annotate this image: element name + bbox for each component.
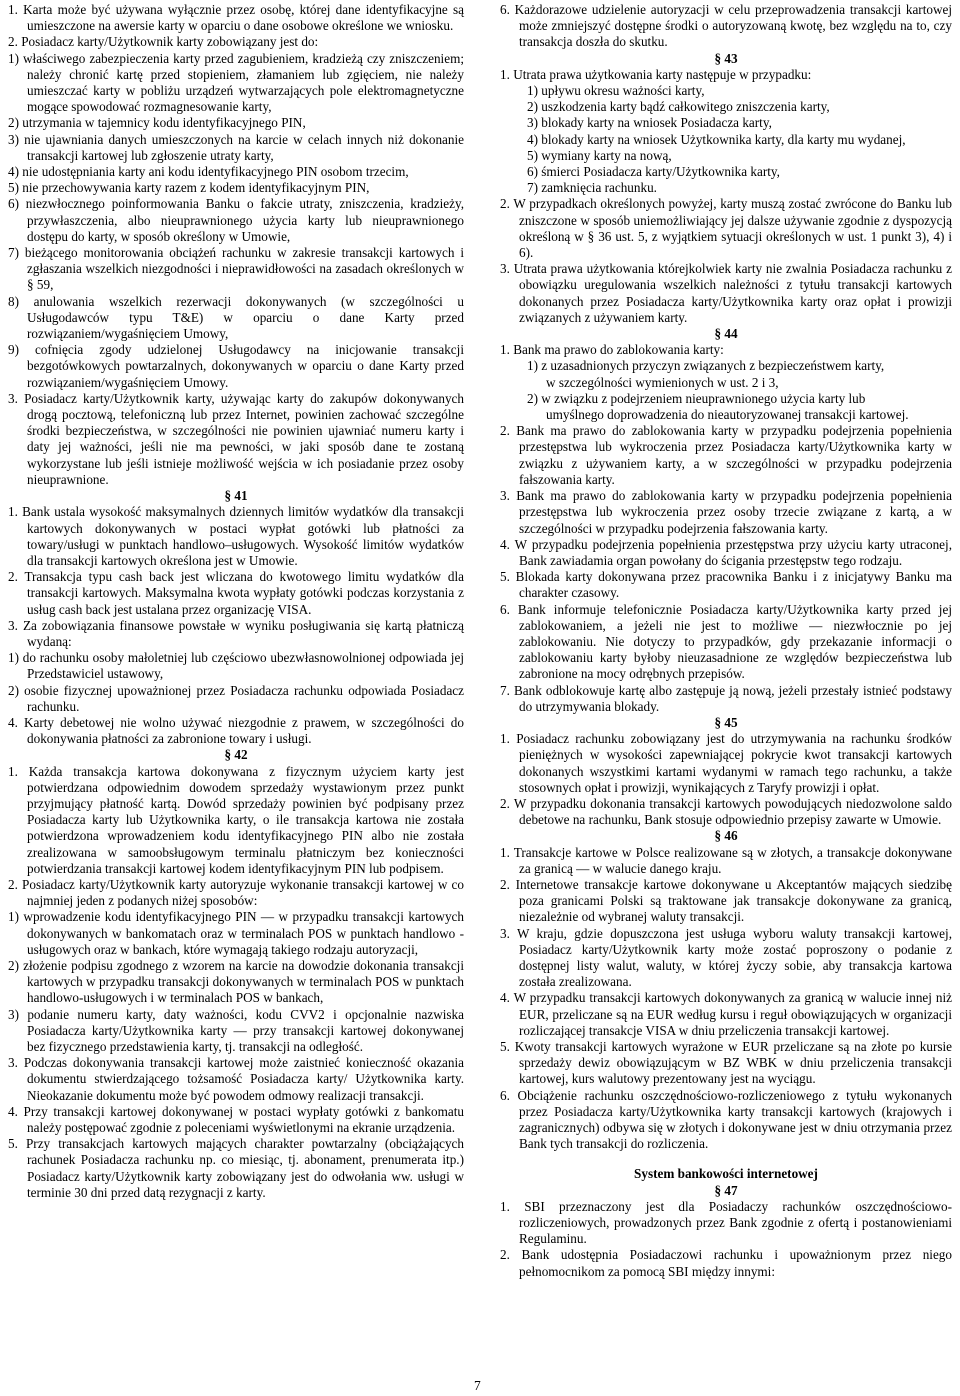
paragraph: 3. Podczas dokonywania transakcji kartowej może zaistnieć konieczność okazania dokumentu stwierdzającego tożsamość Posiadacza karty/ Użytkownika karty. Nieokazanie dokumentu może być powodem odmowy realizacji transakcji. <box>8 1055 464 1103</box>
paragraph: 2) osobie fizycznej upoważnionej przez Posiadacza rachunku odpowiada Posiadacz rachunku. <box>8 682 464 714</box>
paragraph: 7) bieżącego monitorowania obciążeń rachunku w zakresie transakcji kartowych i zgłaszania wszelkich niezgodności i nieprawidłowości na zasadach określonych w § 59, <box>8 245 464 293</box>
paragraph: 1. Bank ma prawo do zablokowania karty: <box>500 342 724 358</box>
paragraph: 2. Posiadacz karty/Użytkownik karty zobowiązany jest do: <box>8 34 319 50</box>
paragraph: 3. W kraju, gdzie dopuszczona jest usługa wyboru waluty transakcji kartowej, Posiadacz karty/Użytkownik karty może zostać poproszony o podanie z dostępnej listy walut, waluty, w której życzy sobie, aby transakcja kartowa została zrealizowana. <box>500 925 952 990</box>
paragraph: 1) właściwego zabezpieczenia karty przed zagubieniem, kradzieżą czy zniszczeniem; należy chronić kartę przed stopieniem, złamaniem lub zgięciem, nie należy umieszczać karty w pobliżu urządzeń wytwarzających pole elektromagnetyczne mogące spowodować rozmagnesowanie karty, <box>8 50 464 115</box>
paragraph: 5) wymiany karty na nową, <box>527 147 672 163</box>
section-heading: § 43 <box>714 50 738 66</box>
paragraph: 1. Karta może być używana wyłącznie przez osobę, której dane identyfikacyjne są umieszczone na awersie karty w oparciu o dane osobowe określone we wniosku. <box>8 2 464 34</box>
paragraph: 2. Posiadacz karty/Użytkownik karty autoryzuje wykonanie transakcji kartowej w co najmniej jeden z podanych niżej sposobów: <box>8 876 464 909</box>
paragraph: 1. SBI przeznaczony jest dla Posiadaczy rachunków oszczędnościowo-rozliczeniowych, prowadzonych przez Bank zgodnie z ofertą i postanowieniami Regulaminu. <box>500 1198 952 1247</box>
section-heading: System bankowości internetowej <box>634 1166 818 1182</box>
paragraph: 2. W przypadku dokonania transakcji kartowych powodujących niedozwolone saldo debetowe na rachunku, Bank stosuje odpowiednio przepisy zawarte w Umowie. <box>500 795 952 828</box>
paragraph: 6. Obciążenie rachunku oszczędnościowo-rozliczeniowego z tytułu wykonanych przez Posiadacza karty/Użytkownika karty transakcji kartowych (krajowych i zagranicznych) odbywa się w złotych i dokonywane jest w dniu otrzymania przez Bank tych transakcji do rozliczenia. <box>500 1087 952 1152</box>
paragraph: 4. Przy transakcji kartowej dokonywanej w postaci wypłaty gotówki z bankomatu należy postępować zgodnie z poleceniami wyświetlonymi na ekranie urządzenia. <box>8 1103 464 1136</box>
paragraph: 1. Każda transakcja kartowa dokonywana z fizycznym użyciem karty jest potwierdzana odpowiednim dowodem sprzedaży wystawionym przez punkt przyjmujący płatność kartą. Dowód sprzedaży powinien być podpisany przez Posiadacza karty lub Użytkownika karty, o ile transakcja kartowa nie została potwierdzona wprowadzeniem kodu identyfikacyjnego PIN albo nie została zrealizowana w samoobsługowym terminalu płatniczym bez konieczności potwierdzania transakcji kartowej kodem identyfikacyjnym PIN lub podpisem. <box>8 763 464 876</box>
paragraph: 4. Karty debetowej nie wolno używać niezgodnie z prawem, w szczególności do dokonywania płatności za zabronione towary i usługi. <box>8 714 464 747</box>
page-number: 7 <box>474 1378 481 1393</box>
paragraph: 4. W przypadku transakcji kartowych dokonywanych za granicą w walucie innej niż EUR, przeliczane są na EUR według kursu i reguł obowiązujących w organizacji rozliczającej transakcje VISA w dniu przeliczenia transakcji kartowej. <box>500 990 952 1038</box>
paragraph: umyślnego doprowadzenia do nieautoryzowanej transakcji kartowej. <box>546 407 909 423</box>
paragraph: 5. Blokada karty dokonywana przez pracownika Banku i z inicjatywy Banku ma charakter czasowy. <box>500 569 952 601</box>
paragraph: 7. Bank odblokowuje kartę albo zastępuje ją nową, jeżeli przestały istnieć podstawy do utrzymywania blokady. <box>500 682 952 714</box>
paragraph: 2. Internetowe transakcje kartowe dokonywane u Akceptantów mających siedzibę poza granicami Polski są traktowane jak transakcje dokonywane za granicą, niezależnie od wybranej waluty transakcji. <box>500 876 952 925</box>
paragraph: 3) nie ujawniania danych umieszczonych na karcie w celach innych niż dokonanie transakcji kartowej lub zgłoszenie utraty karty, <box>8 131 464 163</box>
paragraph: 6) niezwłocznego poinformowania Banku o fakcie utraty, zniszczenia, kradzieży, przywłaszczenia, albo nieuprawnionego użycia karty lub nieuprawnionego dostępu do karty, w sposób określony w Umowie, <box>8 196 464 244</box>
section-heading: § 45 <box>714 714 738 730</box>
left-column <box>8 2 464 1201</box>
paragraph: 1) wprowadzenie kodu identyfikacyjnego PIN — w przypadku transakcji kartowych dokonywanych w bankomatach oraz w terminalach POS w punktach handlowo - usługowych oraz w bankach, które wymagają takiego rodzaju autoryzacji, <box>8 909 464 957</box>
paragraph: 2) utrzymania w tajemnicy kodu identyfikacyjnego PIN, <box>8 115 306 131</box>
paragraph: 7) zamknięcia rachunku. <box>527 180 657 196</box>
paragraph: 6) śmierci Posiadacza karty/Użytkownika karty, <box>527 164 780 180</box>
paragraph: w szczególności wymienionych w ust. 2 i 3, <box>546 374 779 390</box>
paragraph: 1) upływu okresu ważności karty, <box>527 83 705 99</box>
paragraph: 6. Bank informuje telefonicznie Posiadacza karty/Użytkownika karty przed jej zablokowaniem, a jeżeli nie jest to możliwe — niezwłocznie po jej zablokowaniu. Nie dotyczy to przypadków, gdy przekazanie informacji o zablokowaniu karty byłoby nieuzasadnione ze względów bezpieczeństwa lub zabronione na mocy odrębnych przepisów. <box>500 601 952 682</box>
paragraph: 3. Utrata prawa użytkowania którejkolwiek karty nie zwalnia Posiadacza rachunku z obowiązku uregulowania wszelkich należności z tytułu transakcji kartowych dokonanych przez Posiadacza karty/Użytkownika karty oraz opłat i prowizji związanych z używaniem karty. <box>500 261 952 325</box>
paragraph: 2. Bank ma prawo do zablokowania karty w przypadku podejrzenia popełnienia przestępstwa lub wykroczenia przez Posiadacza karty/Użytkownika karty w związku z używaniem karty, a w szczególności w przypadku podejrzenia fałszowania karty. <box>500 423 952 487</box>
paragraph: 5. Przy transakcjach kartowych mających charakter powtarzalny (obciążających rachunek Posiadacza rachunku np. co miesiąc, tj. abonament, prenumerata itp.) Posiadacz karty/Użytkownik karty zobowiązany jest do odwołania ww. usługi w terminie 30 dni przed datą rezygnacji z karty. <box>8 1136 464 1200</box>
paragraph: 2) uszkodzenia karty bądź całkowitego zniszczenia karty, <box>527 99 830 115</box>
paragraph: 2. W przypadkach określonych powyżej, karty muszą zostać zwrócone do Banku lub zniszczone w sposób uniemożliwiający jej dalsze używanie zgodnie z dyspozycją określoną w § 36 ust. 5, z wyjątkiem sytuacji określonych w ust. 1 punkt 3), 4) i 6). <box>500 196 952 261</box>
paragraph: 3) podanie numeru karty, daty ważności, kodu CVV2 i opcjonalnie nazwiska Posiadacza karty/Użytkownika karty — przy transakcji kartowej dokonywanej bez fizycznego przedstawienia karty, tj. transakcji na odległość. <box>8 1006 464 1054</box>
paragraph: 2) złożenie podpisu zgodnego z wzorem na karcie na dowodzie dokonania transakcji kartowych w przypadku transakcji dokonywanych w terminalach POS w punktach handlowo-usługowych i w terminalach POS w bankach, <box>8 957 464 1006</box>
paragraph: 2) w związku z podejrzeniem nieuprawnionego użycia karty lub <box>527 390 866 406</box>
paragraph: 3) blokady karty na wniosek Posiadacza karty, <box>527 115 772 131</box>
paragraph: 3. Bank ma prawo do zablokowania karty w przypadku podejrzenia popełnienia przestępstwa lub wykroczenia przez osoby trzecie związane z kartą, a w szczególności w przypadku podejrzenia fałszowania karty. <box>500 488 952 536</box>
paragraph: 1. Utrata prawa użytkowania karty następuje w przypadku: <box>500 66 812 82</box>
paragraph: 1. Transakcje kartowe w Polsce realizowane są w złotych, a transakcje dokonywane za granicą — w walucie danego kraju. <box>500 844 952 876</box>
paragraph: 2. Bank udostępnia Posiadaczowi rachunku i upoważnionym przez niego pełnomocnikom za pomocą SBI między innymi: <box>500 1247 952 1279</box>
paragraph: 3. Za zobowiązania finansowe powstałe w wyniku posługiwania się kartą płatniczą wydaną: <box>8 617 464 649</box>
paragraph: 6. Każdorazowe udzielenie autoryzacji w celu przeprowadzenia transakcji kartowej może zmniejszyć dostępne środki o autoryzowaną kwotę, bez względu na to, czy transakcja doszła do skutku. <box>500 2 952 50</box>
paragraph: 4) blokady karty na wniosek Użytkownika karty, dla karty mu wydanej, <box>527 131 906 147</box>
paragraph: 1. Posiadacz rachunku zobowiązany jest do utrzymywania na rachunku środków pieniężnych w wysokości zapewniającej pokrycie kwot transakcji kartowych dokonanych wszystkimi kartami wydanymi w ramach tego rachunku, a także stosownych opłat i prowizji, wynikających z Taryfy prowizji i opłat. <box>500 731 952 795</box>
right-column <box>500 2 952 1280</box>
paragraph: 1. Bank ustala wysokość maksymalnych dziennych limitów wydatków dla transakcji kartowych dokonywanych w postaci wypłat gotówki lub płatności za towary/usługi w punktach handlowo–usługowych. Wysokość limitów wydatków dla transakcji kartowych określona jest w Umowie. <box>8 504 464 568</box>
paragraph: 1) do rachunku osoby małoletniej lub częściowo ubezwłasnowolnionej odpowiada jej Przedstawiciel ustawowy, <box>8 650 464 682</box>
section-heading: § 42 <box>224 747 248 763</box>
paragraph: 1) z uzasadnionych przyczyn związanych z bezpieczeństwem karty, <box>527 358 885 374</box>
paragraph: 4. W przypadku podejrzenia popełnienia przestępstwa przy użyciu karty utraconej, Bank zawiadamia organ powołany do ścigania przestępstw tego rodzaju. <box>500 536 952 568</box>
paragraph: 8) anulowania wszelkich rezerwacji dokonywanych (w szczególności u Usługodawców typu T&E) w oparciu o dane Karty przed rozwiązaniem/wygaśnięciem Umowy, <box>8 293 464 342</box>
paragraph: 2. Transakcja typu cash back jest wliczana do kwotowego limitu wydatków dla transakcji kartowych. Maksymalna kwota wypłaty gotówki podczas korzystania z usług cash back jest ustalana przez organizację VISA. <box>8 569 464 617</box>
paragraph: 5) nie przechowywania karty razem z kodem identyfikacyjnym PIN, <box>8 180 370 196</box>
section-heading: § 41 <box>224 488 248 504</box>
paragraph: 9) cofnięcia zgody udzielonej Usługodawcy na inicjowanie transakcji bezgotówkowych powtarzalnych, dokonywanych w oparciu o dane Karty przed rozwiązaniem/wygaśnięciem Umowy. <box>8 342 464 390</box>
paragraph: 5. Kwoty transakcji kartowych wyrażone w EUR przeliczane są na złote po kursie sprzedaży dewiz obowiązującym w BZ WBK w dniu przeliczenia transakcji kartowej, kurs walutowy prezentowany jest na wyciągu. <box>500 1039 952 1087</box>
section-heading: § 46 <box>714 828 738 844</box>
section-heading: § 44 <box>714 326 738 342</box>
section-heading: § 47 <box>714 1182 738 1198</box>
paragraph: 4) nie udostępniania karty ani kodu identyfikacyjnego PIN osobom trzecim, <box>8 164 409 180</box>
paragraph: 3. Posiadacz karty/Użytkownik karty, używając karty do zakupów dokonywanych drogą pocztową, telefoniczną lub przez Internet, powinien zachować szczególne środki bezpieczeństwa, w szczególności nie powinien ujawniać numeru karty i daty jej ważności, jeśli nie ma pewności, w jaki sposób dane te zostaną wykorzystane lub jeśli istnieje możliwość wejścia w ich posiadanie przez osoby nieuprawnione. <box>8 390 464 487</box>
